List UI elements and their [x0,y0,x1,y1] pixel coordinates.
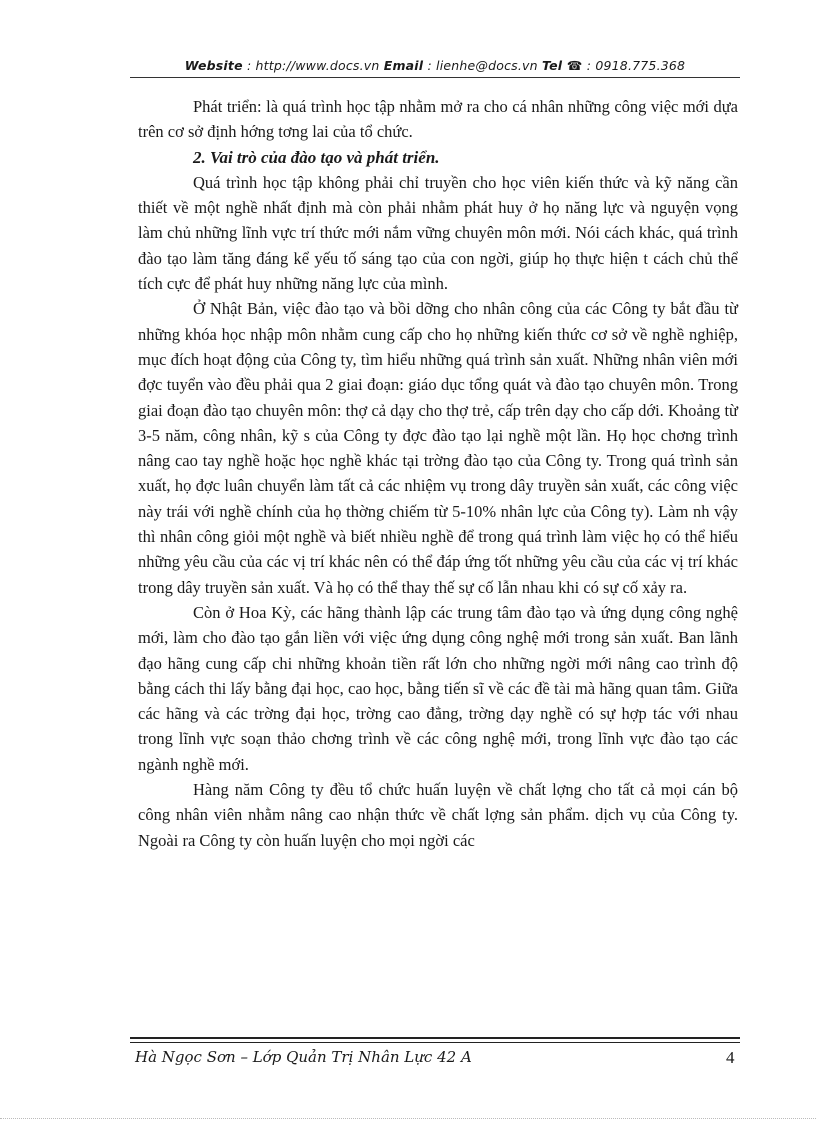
header-divider [130,77,740,78]
footer-divider-thin [130,1042,740,1043]
website-url: : http://www.docs.vn [242,58,384,73]
email-address: : lienhe@docs.vn [423,58,542,73]
document-body [138,94,738,853]
body-paragraph: Còn ở Hoa Kỳ, các hãng thành lập các trung tâm đào tạo và ứng dụng công nghệ mới, làm cho đào tạo gắn liền với việc ứng dụng công nghệ mới trong sản xuất. Ban lãnh đạo hãng cung cấp chi những khoản tiền rất lớn cho những ngời mới nâng cao trình độ bằng cách thi lấy bằng đại học, cao học, bằng tiến sĩ về các đề tài mà hãng quan tâm. Giữa các hãng và các trờng đại học, trờng cao đẳng, trờng dạy nghề có sự hợp tác với nhau trong lĩnh vực soạn thảo chơng trình về các công nghệ mới, trong lĩnh vực đào tạo các ngành nghề mới. [138,602,738,774]
footer-author: Hà Ngọc Sơn – Lớp Quản Trị Nhân Lực 42 A [135,1048,472,1066]
phone-icon: ☎ [566,58,583,73]
footer-divider-thick [130,1037,740,1039]
email-label: Email [383,58,424,73]
page-edge-divider [0,1118,816,1119]
website-label: Website [184,58,243,73]
body-paragraph: Ở Nhật Bản, việc đào tạo và bồi dỡng cho nhân công của các Công ty bắt đầu từ những khóa học nhập môn nhằm cung cấp cho họ những kiến thức cơ sở về nghề nghiệp, mục đích hoạt động của Công ty, tìm hiểu những quá trình sản xuất. Những nhân viên mới đợc tuyển vào đều phải qua 2 giai đoạn: giáo dục tổng quát và đào tạo chuyên môn. Trong giai đoạn đào tạo chuyên môn: thợ cả dạy cho thợ trẻ, cấp trên dạy cho cấp dới. Khoảng từ 3-5 năm, công nhân, kỹ s của Công ty đợc đào tạo lại nghề một lần. Họ học chơng trình nâng cao tay nghề hoặc học nghề khác tại trờng đào tạo của Công ty. Trong quá trình sản xuất, họ đợc luân chuyển làm tất cả các nhiệm vụ trong dây truyền sản xuất, các công việc này trái với nghề chính của họ thờng chiếm từ 5-10% nhân lực của Công ty). Làm nh vậy thì nhân công giỏi một nghề và biết nhiều nghề để trong quá trình làm việc họ có thể hiểu những yêu cầu của các vị trí khác nên có thể đáp ứng tốt những yêu cầu của các vị trí khác trong dây truyền sản xuất. Và họ có thể thay thế sự cố lẫn nhau khi có sự cố xảy ra. [138,299,738,597]
body-paragraph: Hàng năm Công ty đều tổ chức huấn luyện về chất lợng cho tất cả mọi cán bộ công nhân viên nhằm nâng cao nhận thức về chất lợng sản phẩm. dịch vụ của Công ty. Ngoài ra Công ty còn huấn luyện cho mọi ngời các [138,780,738,850]
tel-number: : 0918.775.368 [582,58,686,73]
intro-paragraph: Phát triển: là quá trình học tập nhằm mở ra cho cá nhân những công việc mới dựa trên cơ sở định hớng tơng lai của tổ chức. [138,97,738,142]
page-number: 4 [726,1048,735,1067]
body-paragraph: Quá trình học tập không phải chỉ truyền cho học viên kiến thức và kỹ năng cần thiết về một nghề nhất định mà còn phải nhằm phát huy ở họ năng lực và nguyện vọng làm chủ những lĩnh vực trí thức mới nắm vững chuyên môn mới. Nói cách khác, quá trình đào tạo làm tăng đáng kể yếu tố sáng tạo của con ngời, giúp họ thực hiện t cách chủ thể tích cực để phát huy những năng lực của mình. [138,172,738,294]
page-header [130,58,740,73]
tel-label: Tel [541,58,567,73]
section-heading: 2. Vai trò của đào tạo và phát triển. [193,147,440,167]
